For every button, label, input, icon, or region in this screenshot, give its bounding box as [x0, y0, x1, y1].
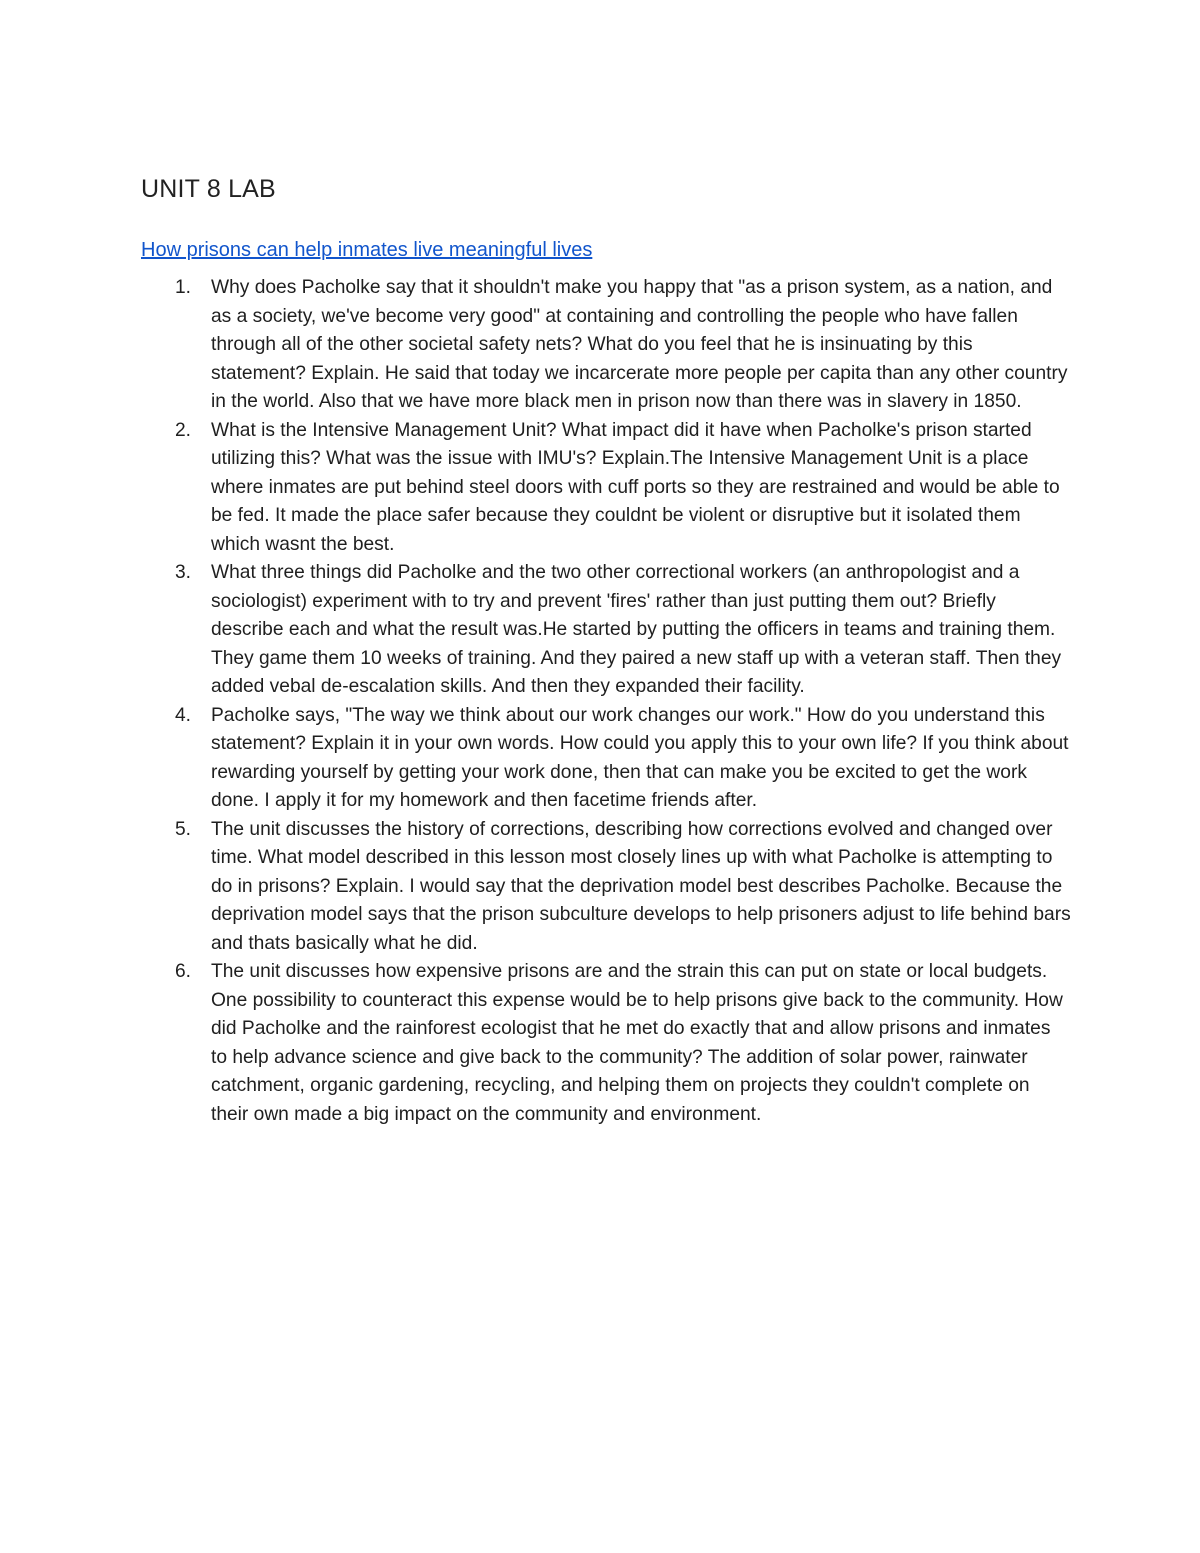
list-number: 5.	[175, 818, 192, 840]
list-item	[141, 702, 1071, 816]
question-list	[141, 274, 1071, 1129]
question-answer-text: What three things did Pacholke and the two other correctional workers (an anthropologist and a sociologist) experiment with to try and prevent 'fires' rather than just putting them out? Briefly describe each and what the result was.He started by putting the officers in teams and training them. They game them 10 weeks of training. And they paired a new staff up with a veteran staff. Then they added vebal de-escalation skills. And then they expanded their facility.	[211, 562, 1062, 697]
list-item	[141, 417, 1071, 560]
question-answer-text: The unit discusses the history of corrections, describing how corrections evolved and changed over time. What model described in this lesson most closely lines up with what Pacholke is attempting to do in prisons? Explain. I would say that the deprivation model best describes Pacholke. Because the deprivation model says that the prison subculture develops to help prisoners adjust to life behind bars and thats basically what he did.	[211, 818, 1071, 954]
list-number: 6.	[175, 961, 192, 982]
list-number: 2.	[175, 419, 192, 441]
question-answer-text: The unit discusses how expensive prisons are and the strain this can put on state or local budgets. One possibility to counteract this expense would be to help prisons give back to the community. How did Pacholke and the rainforest ecologist that he met do exactly that and allow prisons and inmates to help advance science and give back to the community? The addition of solar power, rainwater catchment, organic gardening, recycling, and helping them on projects they couldn't complete on their own made a big impact on the community and environment.	[211, 961, 1063, 1125]
list-item	[141, 274, 1071, 417]
question-answer-text: Why does Pacholke say that it shouldn't make you happy that "as a prison system, as a nation, and as a society, we've become very good" at containing and controlling the people who have fallen through all of the other societal safety nets? What do you feel that he is insinuating by this statement? Explain. He said that today we incarcerate more people per capita than any other country in the world. Also that we have more black men in prison now than there was in slavery in 1850.	[211, 277, 1068, 412]
question-answer-text: What is the Intensive Management Unit? What impact did it have when Pacholke's prison started utilizing this? What was the issue with IMU's? Explain.The Intensive Management Unit is a place where inmates are put behind steel doors with cuff ports so they are restrained and would be able to be fed. It made the place safer because they couldnt be violent or disruptive but it isolated them which wasnt the best.	[211, 419, 1060, 555]
list-number: 4.	[175, 704, 192, 726]
video-link[interactable]: How prisons can help inmates live meaningful lives	[141, 239, 593, 261]
list-number: 1.	[175, 277, 192, 298]
list-item	[141, 958, 1071, 1129]
list-number: 3.	[175, 562, 192, 583]
list-item	[141, 816, 1071, 959]
page-title: UNIT 8 LAB	[141, 175, 276, 203]
question-answer-text: Pacholke says, "The way we think about our work changes our work." How do you understand this statement? Explain it in your own words. How could you apply this to your own life? If you think about rewarding yourself by getting your work done, then that can make you be excited to get the work done. I apply it for my homework and then facetime friends after.	[211, 704, 1069, 811]
list-item	[141, 559, 1071, 702]
